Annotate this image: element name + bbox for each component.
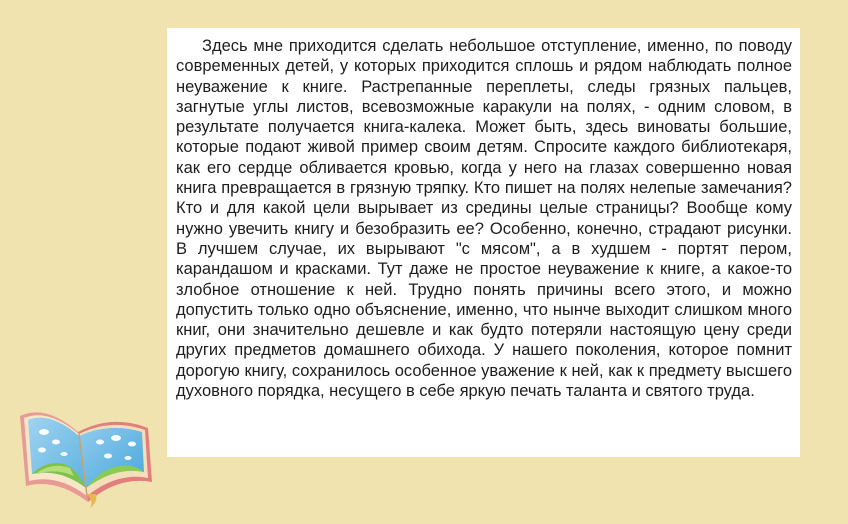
text-box [167, 28, 800, 457]
body-paragraph: Здесь мне приходится сделать небольшое отступление, именно, по поводу современных детей, у которых приходится сплошь и рядом наблюдать полное неуважение к книге. Растрепанные переплеты, следы грязных пальцев, загнутые углы листов, всевозможные каракули на полях, - одним словом, в результате получается книга-калека. Может быть, здесь виноваты большие, которые подают живой пример своим детям. Спросите каждого библиотекаря, как его сердце обливается кровью, когда у него на глазах совершенно новая книга превращается в грязную тряпку. Кто пишет на полях нелепые замечания? Кто и для какой цели вырывает из средины целые страницы? Вообще кому нужно увечить книгу и безобразить ее? Особенно, конечно, страдают рисунки. В лучшем случае, их вырывают "с мясом", а в худшем - портят пером, карандашом и красками. Тут даже не простое неуважение к книге, а какое-то злобное отношение к ней. Трудно понять причины всего этого, и можно допустить только одно объяснение, именно, что нынче выходит слишком много книг, они значительно дешевле и как будто потеряли настоящую цену среди других предметов домашнего обихода. У нашего поколения, которое помнит дорогую книгу, сохранилось особенное уважение к ней, как к предмету высшего духовного порядка, несущего в себе яркую печать таланта и святого труда. [176, 37, 792, 401]
open-book-icon [16, 398, 154, 510]
